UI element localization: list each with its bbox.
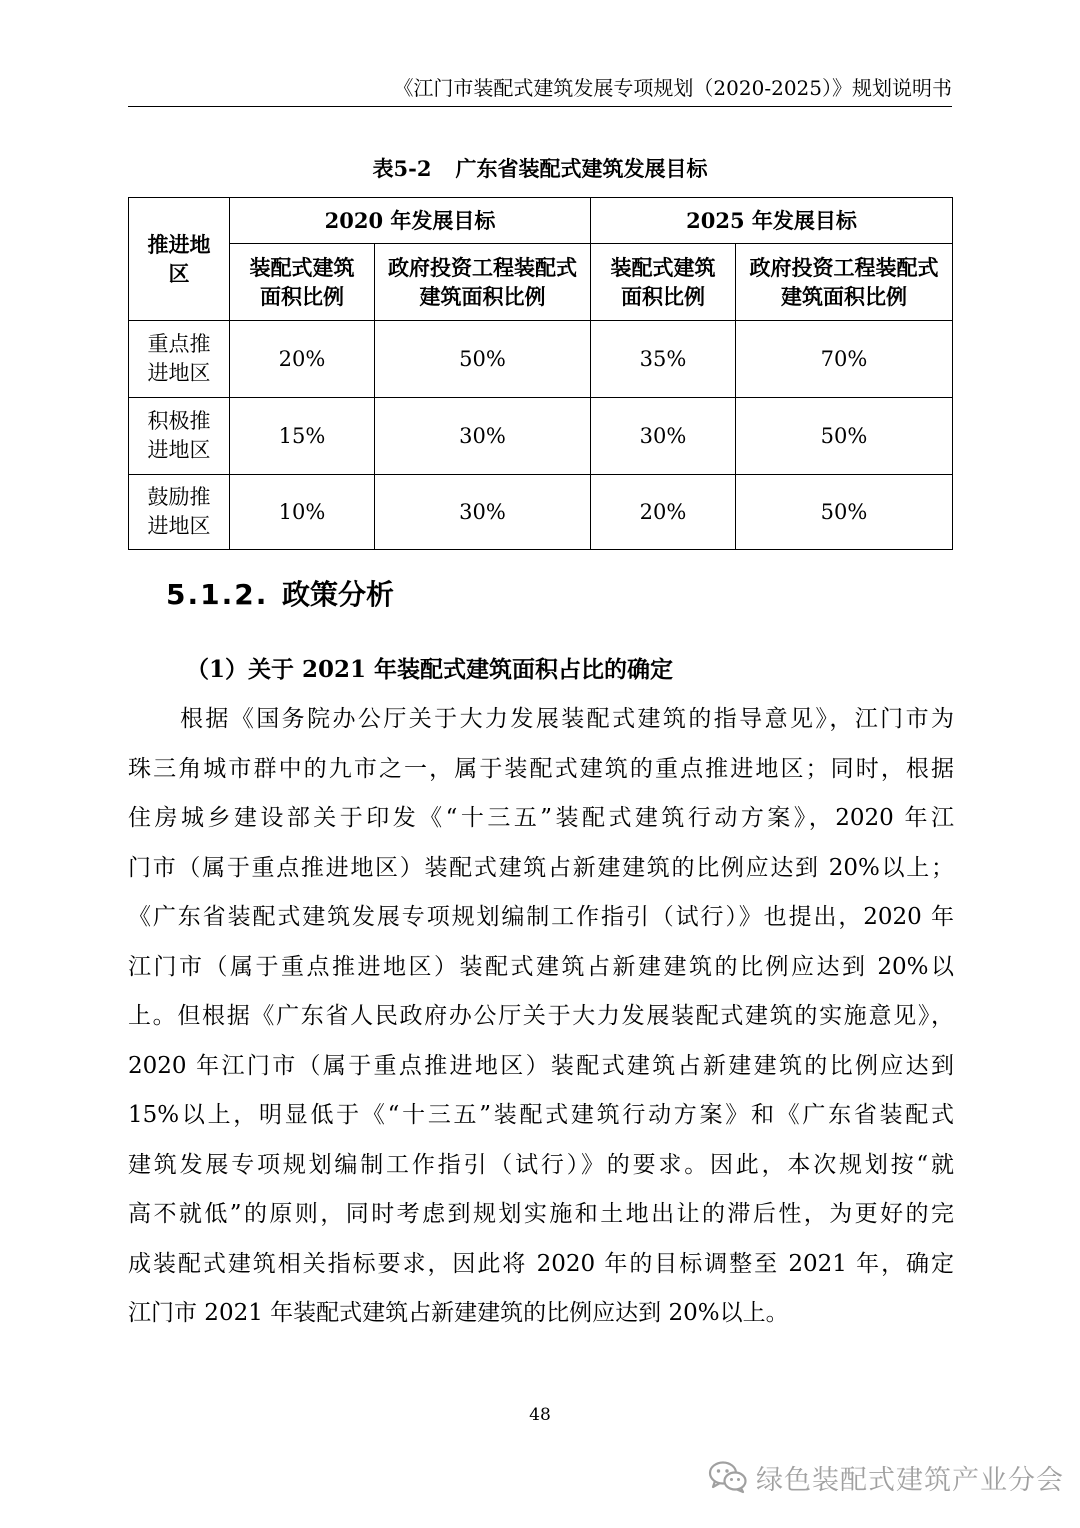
header-2020: 2020 年发展目标 bbox=[230, 198, 591, 244]
table-row bbox=[129, 398, 953, 475]
section-heading bbox=[166, 574, 394, 616]
row-region: 积极推进地区 bbox=[129, 398, 230, 475]
row-region: 重点推进地区 bbox=[129, 321, 230, 398]
cell-gov-2025: 50% bbox=[736, 475, 953, 550]
paragraph-line: 成装配式建筑相关指标要求，因此将 2020 年的目标调整至 2021 年，确定 bbox=[128, 1250, 954, 1277]
header-rule bbox=[128, 106, 952, 107]
table-caption-title: 广东省装配式建筑发展目标 bbox=[455, 156, 708, 181]
subsection-heading: （1）关于 2021 年装配式建筑面积占比的确定 bbox=[186, 656, 674, 683]
body-paragraph bbox=[128, 702, 954, 1346]
cell-gov-2020: 30% bbox=[375, 475, 591, 550]
watermark-text: 绿色装配式建筑产业分会 bbox=[756, 1464, 1064, 1496]
table-caption bbox=[128, 154, 952, 184]
paragraph-line: 住房城乡建设部关于印发《“十三五”装配式建筑行动方案》，2020 年江 bbox=[128, 805, 954, 831]
running-header: 《江门市装配式建筑发展专项规划（2020-2025）》规划说明书 bbox=[393, 76, 952, 100]
paragraph-line: 上。但根据《广东省人民政府办公厅关于大力发展装配式建筑的实施意见》， bbox=[128, 1003, 954, 1029]
header-region: 推进地区 bbox=[129, 198, 230, 321]
cell-area-2020: 10% bbox=[230, 475, 375, 550]
cell-area-2025: 30% bbox=[591, 398, 736, 475]
cell-gov-2020: 50% bbox=[375, 321, 591, 398]
paragraph-line: 《广东省装配式建筑发展专项规划编制工作指引（试行）》也提出，2020 年 bbox=[128, 904, 954, 930]
table-row bbox=[129, 475, 953, 550]
cell-gov-2020: 30% bbox=[375, 398, 591, 475]
paragraph-line: 根据《国务院办公厅关于大力发展装配式建筑的指导意见》，江门市为 bbox=[180, 706, 954, 732]
watermark bbox=[708, 1457, 1064, 1497]
cell-gov-2025: 50% bbox=[736, 398, 953, 475]
targets-table bbox=[128, 197, 953, 550]
cell-area-2025: 35% bbox=[591, 321, 736, 398]
table-row bbox=[129, 321, 953, 398]
paragraph-line: 门市（属于重点推进地区）装配式建筑占新建建筑的比例应达到 20%以上； bbox=[128, 854, 954, 881]
table-caption-number: 表5-2 bbox=[372, 156, 432, 181]
paragraph-line: 2020 年江门市（属于重点推进地区）装配式建筑占新建建筑的比例应达到 bbox=[128, 1052, 954, 1079]
paragraph-line: 珠三角城市群中的九市之一，属于装配式建筑的重点推进地区；同时，根据 bbox=[128, 755, 954, 782]
cell-area-2025: 20% bbox=[591, 475, 736, 550]
header-2025: 2025 年发展目标 bbox=[591, 198, 953, 244]
cell-area-2020: 15% bbox=[230, 398, 375, 475]
paragraph-line: 高不就低”的原则，同时考虑到规划实施和土地出让的滞后性，为更好的完 bbox=[128, 1201, 954, 1227]
header-gov-2025: 政府投资工程装配式建筑面积比例 bbox=[736, 244, 953, 321]
paragraph-line: 江门市（属于重点推进地区）装配式建筑占新建建筑的比例应达到 20%以 bbox=[128, 953, 954, 980]
paragraph-line: 15%以上，明显低于《“十三五”装配式建筑行动方案》和《广东省装配式 bbox=[128, 1102, 954, 1128]
row-region: 鼓励推进地区 bbox=[129, 475, 230, 550]
paragraph-line: 建筑发展专项规划编制工作指引（试行）》的要求。因此，本次规划按“就 bbox=[128, 1151, 954, 1178]
cell-gov-2025: 70% bbox=[736, 321, 953, 398]
header-area-2025: 装配式建筑面积比例 bbox=[591, 244, 736, 321]
page-number: 48 bbox=[529, 1405, 551, 1425]
cell-area-2020: 20% bbox=[230, 321, 375, 398]
header-area-2020: 装配式建筑面积比例 bbox=[230, 244, 375, 321]
paragraph-line: 江门市 2021 年装配式建筑占新建建筑的比例应达到 20%以上。 bbox=[128, 1300, 789, 1326]
header-gov-2020: 政府投资工程装配式建筑面积比例 bbox=[375, 244, 591, 321]
section-number: 5.1.2. bbox=[166, 578, 269, 611]
wechat-icon bbox=[708, 1460, 748, 1494]
section-title: 政策分析 bbox=[282, 578, 395, 611]
